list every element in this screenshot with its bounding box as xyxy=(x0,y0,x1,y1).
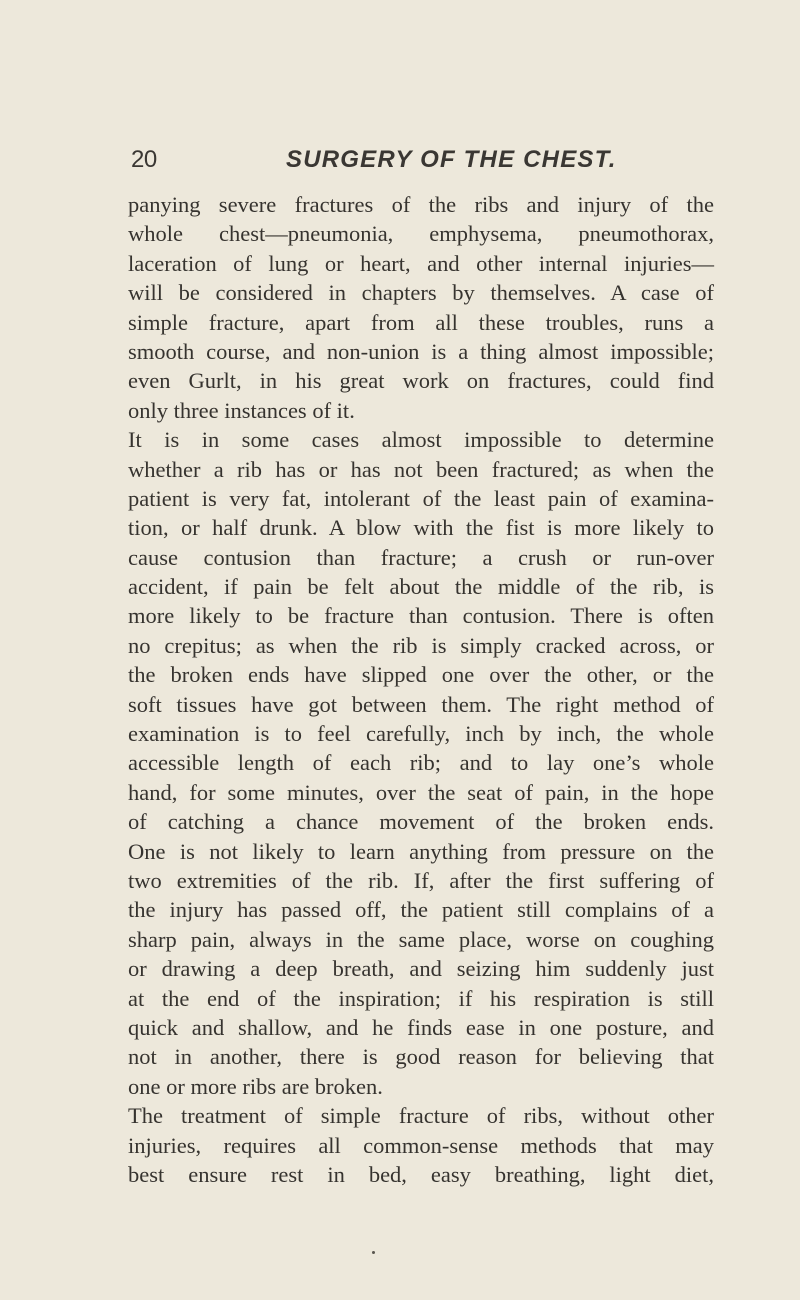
text-line: will be considered in chapters by themselves. A case of xyxy=(128,280,714,306)
text-line: It is in some cases almost impossible to determine xyxy=(128,427,714,453)
text-line: injuries, requires all common-sense methods that may xyxy=(128,1132,714,1158)
text-line: the injury has passed off, the patient still complains of a xyxy=(128,897,714,923)
text-line: even Gurlt, in his great work on fractures, could find xyxy=(128,368,714,394)
text-line: the broken ends have slipped one over the other, or the xyxy=(128,662,714,688)
text-line: whole chest—pneumonia, emphysema, pneumothorax, xyxy=(128,221,714,247)
text-line: not in another, there is good reason for believing that xyxy=(128,1044,714,1070)
text-line: The treatment of simple fracture of ribs, without other xyxy=(128,1103,714,1129)
running-head xyxy=(0,146,800,180)
text-line: simple fracture, apart from all these troubles, runs a xyxy=(128,309,714,335)
text-line: smooth course, and non-union is a thing almost impossible; xyxy=(128,338,714,364)
text-line: best ensure rest in bed, easy breathing, light diet, xyxy=(128,1161,714,1187)
text-line: soft tissues have got between them. The right method of xyxy=(128,691,714,717)
running-title: SURGERY OF THE CHEST. xyxy=(286,146,617,173)
text-line: quick and shallow, and he finds ease in one posture, and xyxy=(128,1014,714,1040)
text-line: or drawing a deep breath, and seizing him suddenly just xyxy=(128,956,714,982)
text-line: at the end of the inspiration; if his respiration is still xyxy=(128,985,714,1011)
text-line: two extremities of the rib. If, after the first suffering of xyxy=(128,867,714,893)
text-line: One is not likely to learn anything from pressure on the xyxy=(128,838,714,864)
text-line: accident, if pain be felt about the middle of the rib, is xyxy=(128,574,714,600)
text-line: only three instances of it. xyxy=(128,397,355,423)
text-line: examination is to feel carefully, inch by inch, the whole xyxy=(128,721,714,747)
text-line: hand, for some minutes, over the seat of pain, in the hope xyxy=(128,779,714,805)
text-line: tion, or half drunk. A blow with the fist is more likely to xyxy=(128,515,714,541)
text-line: cause contusion than fracture; a crush or run-over xyxy=(128,544,714,570)
body-text xyxy=(128,190,714,1189)
text-line: whether a rib has or has not been fractured; as when the xyxy=(128,456,714,482)
text-line: of catching a chance movement of the broken ends. xyxy=(128,809,714,835)
text-line: laceration of lung or heart, and other internal injuries— xyxy=(128,250,714,276)
text-line: more likely to be fracture than contusion. There is often xyxy=(128,603,714,629)
text-line: patient is very fat, intolerant of the least pain of examina- xyxy=(128,485,714,511)
text-line: sharp pain, always in the same place, worse on coughing xyxy=(128,926,714,952)
page-number: 20 xyxy=(131,146,157,173)
text-line: panying severe fractures of the ribs and injury of the xyxy=(128,192,714,217)
text-line: one or more ribs are broken. xyxy=(128,1073,383,1099)
text-line: no crepitus; as when the rib is simply cracked across, or xyxy=(128,632,714,658)
print-speck xyxy=(372,1251,375,1254)
text-line: accessible length of each rib; and to lay one’s whole xyxy=(128,750,714,776)
